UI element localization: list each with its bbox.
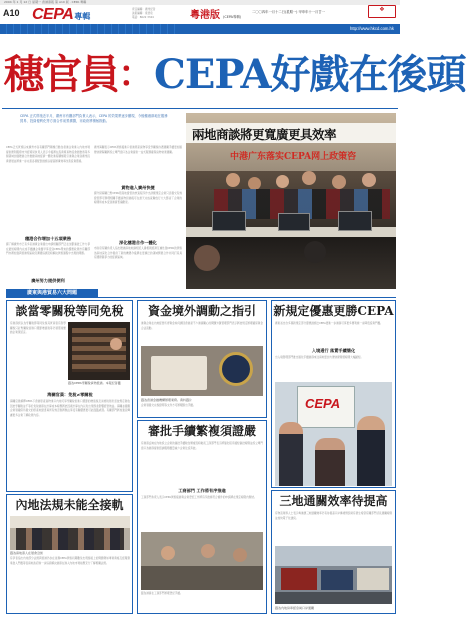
six-issues-heading	[6, 289, 98, 298]
left-blue-pattern	[0, 24, 180, 34]
section-1-caption: 圖為CEPA零關稅貨物抵港。本報記者攝	[68, 381, 121, 385]
photo-wall-sign: 中港广东落实CEPA网上政策咨	[230, 152, 357, 162]
photo-person-front	[194, 245, 220, 271]
section-4-text-b: 工商部門負責人表示CEPA實施後港資企業登記工作將有序推進符合條件的申請將在規定時限內辦結。	[141, 496, 257, 499]
photo-sky	[275, 546, 392, 566]
photo-person	[276, 175, 289, 188]
section-2-text: 港資企業在內地經營所得資金如何調回香港是不少港商關心的問題外匯管理部門表示將按規定辦理確保資金合法流動。	[141, 322, 263, 330]
photo-figure	[110, 338, 122, 350]
photo-truck	[357, 568, 389, 590]
photo-hands	[151, 356, 207, 390]
headline-left	[4, 40, 154, 102]
section-2-title: 資金境外調動之指引	[147, 304, 256, 318]
headline-right	[154, 41, 466, 101]
info-line: 美術編輯：梁晉泉	[132, 11, 153, 15]
mid-subhead-1: 貨物進入廣州快捷	[121, 185, 155, 190]
lead-text: CEPA 正式實施近半月，廣州市有關部門負責人表示，CEPA 的效果將逐步顯現，今後穗港兩地在服務貿易、投資便利化等方面合作前景廣闊，市政府將積極推動。	[20, 114, 168, 124]
body-text-col1b: 據了解廣州市已有多家港資企業提出申請相關部門正在加緊審批工作力爭在最短時間內完成手續讓企業盡早享受到CEPA帶來的優惠政策市有關部門亦將加強與香港特區政府溝通協調及時解決實施過程中出現的問題。	[6, 243, 90, 256]
section-3-text-b: 出入境管理部門推出簡化手續港商來往兩地更加方便快捷辦證時間大幅縮短。	[275, 356, 364, 359]
masthead-info	[132, 8, 184, 19]
price-stamp	[368, 5, 396, 18]
photo-shelves	[72, 328, 126, 372]
photo-person	[362, 173, 376, 187]
top-strip-text: 2004 年 1 月 12 日 星期一 香港商報 第 A10 版 · CEPA 專輯	[4, 0, 87, 4]
photo-counter	[141, 566, 263, 590]
section-6-text: 有物流業界人士表示粵港澳三地通關效率仍有待提高口岸擁堵情況時有發生希望有關部門延長通關時間並加快電子化建設。	[275, 512, 392, 520]
band-rule	[98, 297, 396, 298]
section-5-title: 內地法規未能全接軌	[15, 498, 124, 512]
photo-figure-left	[279, 422, 303, 486]
section-3-photo	[275, 382, 392, 486]
section-5-text: 有學者指出內地部分法規與香港仍存在差異CEPA實施初期難免出現銜接上的問題例如專業資格互認服務業准入門檻等需兩地政府進一步協商解決港商在進入內地市場前應充分了解相關法規。	[10, 557, 130, 565]
mid-subhead-2: 深化穗港合作一體化	[119, 240, 157, 245]
photo-person	[332, 175, 346, 189]
section-1-sub: 海關官員：免稅≠零關稅	[47, 392, 93, 397]
paper-name	[190, 6, 241, 21]
photo-wall	[186, 113, 396, 173]
section-2-text-b: 企業須提交完稅證明等文件方可辦理匯出手續。	[141, 404, 196, 407]
section-4-text-c: 圖為港商在工商部門辦理登記手續。	[141, 592, 183, 595]
section-6-photo	[275, 546, 392, 604]
headline-colon: ：	[118, 52, 155, 95]
photo-seal	[219, 352, 253, 386]
headline-bar	[0, 36, 466, 106]
body-text-col2b: 據介紹海關已對CEPA原產地證書的核查程序作出詳細規定企業只需提交有效證書即可辦理相關手續貨物到港後可在當天完成查驗放行大大節省了企業的時間和成本受到港商普遍歡迎。	[94, 192, 182, 205]
photo-clerk	[233, 548, 247, 562]
photo-truck	[321, 570, 353, 590]
photo-booth	[10, 516, 130, 528]
headline-rule	[2, 108, 398, 109]
photo-person-front	[304, 241, 326, 263]
section-2-caption: 圖為香港金融機構辦理業務。資料圖片	[141, 398, 193, 402]
section-2-photo	[141, 346, 263, 396]
section-1-text: 有港商誤以為零關稅即等同免稅其實兩者有別零關稅只針對關稅而進口環節增值稅等仍須照常繳納企業須留意。	[10, 322, 66, 335]
cepa-logo-photo: CEPA	[305, 396, 341, 411]
paper-name-note: (CEPA專輯)	[223, 15, 242, 19]
section-4-sub: 工商部門 工作將有序推進	[178, 488, 226, 493]
stamp-glyph: ❖	[379, 6, 385, 13]
top-strip	[0, 0, 400, 5]
photo-laptop	[278, 213, 310, 231]
photo-road	[275, 592, 392, 604]
photo-banner-title: 兩地商談將更寬廣更具效率	[192, 127, 337, 142]
photo-person	[226, 173, 240, 187]
section-1-photo	[68, 322, 130, 380]
photo-laptop	[338, 211, 372, 231]
info-line: 電話：8622 3344	[132, 15, 154, 19]
section-5-caption: 圖為兩地商人在展會洽談	[10, 551, 44, 555]
cepa-logo	[32, 6, 90, 24]
section-4-text: 有港商反映在內地設立企業的審批手續較為繁複需時較長工商部門表示將簡化程序縮短審批時間並設立專門窗口為港商提供諮詢服務盡量減少企業往返奔波。	[141, 442, 263, 450]
col-subhead-1: 穗港合作增加十五項業務	[24, 236, 72, 241]
photo-truck	[281, 568, 317, 590]
info-line: 責任編輯：廣州記者	[132, 8, 156, 11]
section-4-title: 審批手續繁複須證嚴	[147, 424, 256, 438]
section-3-text: 廣東省出台多項新規定部分優惠措施比CEPA更進一步港商可享更多便利進一步降低投資門檻。	[275, 322, 383, 325]
section-3-title: 新規定優惠更勝CEPA	[273, 304, 394, 318]
masthead-blue-bar	[0, 24, 400, 34]
section-5-photo	[10, 516, 130, 550]
cepa-logo-text: CEPA	[32, 6, 74, 23]
website-link[interactable]: http://www.hkcd.com.hk	[350, 25, 394, 31]
photo-people	[16, 528, 124, 550]
body-text-col1: CEPA正式實施以來廣州市各有關部門積極行動為香港企業進入內地市場提供便利服務市外經貿局負責人表示今後將在投資貿易物流會展旅遊等多個領域加強穗港合作推動兩地經濟一體化進程積極吸引港資企業到廣州投資發展並將進一步完善各項配套措施以提高辦事效率改善投資環境。	[6, 146, 90, 163]
body-text-col2: 廣州海關表示CEPA實施後進口香港原產貨物享受零關稅待遇通關手續更加簡便快捷海關將設立專門窗口為企業提供一站式服務確保貨物快速通關。	[94, 146, 182, 154]
section-1-title: 談當零關稅等同免稅	[15, 304, 124, 318]
photo-clerk	[201, 544, 215, 558]
section-6-caption: 圖為內地貨車經皇崗口岸通關	[275, 606, 315, 610]
headline-left-text: 穗官員	[4, 50, 118, 98]
photo-laptop	[212, 211, 246, 231]
body-text-col2c: 市政府有關負責人指出穗港兩地地緣相近人緣相親經濟互補性強CEPA的實施為兩地深化合作提供了新的機遇今後將在更廣泛的領域開展合作共同打造具有國際競爭力的經濟區域。	[94, 247, 182, 260]
section-3-sub: 入境通行 落實手續簡化	[311, 348, 356, 353]
date-line: 二〇〇四年一月十二日(星期一) 甲申年十一月廿一	[252, 10, 325, 14]
paper-name-text: 粵港版	[190, 10, 220, 21]
section-1-text-b: 海關官員解釋CEPA下香港原產貨物進口內地可享零關稅但進口環節的增值稅及消費稅則仍需按規定徵收因此零關稅並不等於免稅港商在計算成本時應將此因素計算在內以免出現誤差影響經營效益。海關並提醒企業須確保所提交的原產地證書真實有效否則將無法享受有關優惠更可能面臨處罰。有關部門將加強宣傳讓更多企業了解政策內容。	[10, 400, 130, 417]
photo-figure-right	[357, 416, 385, 486]
section-4-photo	[141, 532, 263, 590]
page-number: A10	[3, 8, 20, 18]
photo-clerk	[161, 546, 175, 560]
section-6-title: 三地通關效率待提高	[279, 494, 388, 508]
headline-right-text: CEPA好戲在後頭	[154, 50, 466, 98]
six-issues-heading-text: 廣東與港貿易六大問題	[26, 290, 77, 296]
photo-person	[302, 171, 316, 185]
col-subhead-2: 廣州努力提供便利	[31, 278, 65, 283]
main-photo	[186, 113, 396, 289]
cepa-logo-sub: 專輯	[74, 12, 91, 21]
photo-figure-mid	[315, 438, 345, 486]
